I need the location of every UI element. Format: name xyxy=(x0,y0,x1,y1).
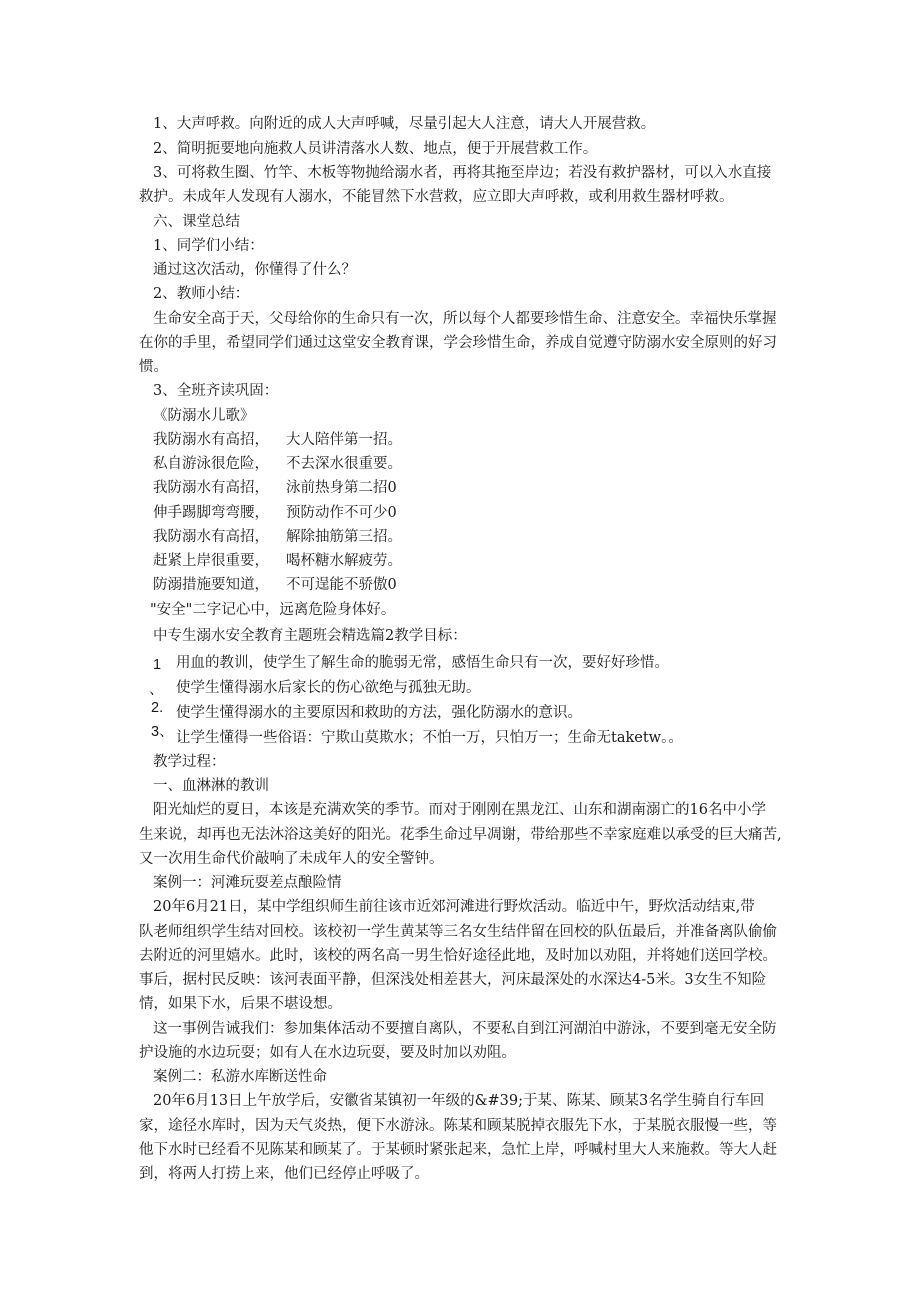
goal-marker: 1 xyxy=(153,657,162,673)
case1-text-3: 去附近的河里嬉水。此时，该校的两名高一男生恰好途径此地，及时加以劝阻，并将她们送回学校。 xyxy=(139,948,777,964)
summary-read-label: 3、全班齐读巩固： xyxy=(153,383,279,399)
poem-row-right: 解除抽筋第三招。 xyxy=(286,529,402,545)
summary-teacher-text-1: 生命安全高于天，父母给你的生命只有一次，所以每个人都要珍惜生命、注意安全。幸福快乐掌握 xyxy=(153,311,777,327)
summary-teacher-label: 2、教师小结： xyxy=(153,286,250,302)
poem-row-right: 喝杯糖水解疲劳。 xyxy=(286,553,402,569)
goal-marker: 2. xyxy=(151,700,164,716)
case2-text-2: 家，途径水库时，因为天气炎热，便下水游泳。陈某和顾某脱掉衣服先下水，于某脱衣服慢一些，等 xyxy=(139,1118,777,1134)
poem-closing: "安全"二字记心中，远离危险身体好。 xyxy=(150,602,396,618)
rescue-step-1: 1、大声呼救。向附近的成人大声呼喊，尽量引起大人注意，请大人开展营救。 xyxy=(153,116,656,132)
poem-row-left: 伸手踢脚弯弯腰， xyxy=(153,505,269,521)
poem-row-left: 我防溺水有高招， xyxy=(153,432,269,448)
rescue-step-3-cont: 救护。未成年人发现有人溺水，不能冒然下水营救，应立即大声呼救，或利用救生器材呼救。 xyxy=(139,189,734,205)
poem-row-left: 防溺措施要知道， xyxy=(153,577,269,593)
case2-text-4: 到，将两人打捞上来，他们已经停止呼吸了。 xyxy=(139,1166,429,1182)
goal-marker: 、 xyxy=(149,682,164,698)
intro-text-2: 生来说，却再也无法沐浴这美好的阳光。花季生命过早凋谢，带给那些不幸家庭难以承受的巨大痛苦, xyxy=(139,827,782,843)
lesson-text-1: 这一事例告诫我们：参加集体活动不要擅自离队，不要私自到江河湖泊中游泳，不要到毫无安全防 xyxy=(153,1021,777,1037)
case1-text-5: 情，如果下水，后果不堪设想。 xyxy=(139,996,342,1012)
case2-title: 案例二：私游水库断送性命 xyxy=(153,1069,327,1085)
summary-student-label: 1、同学们小结： xyxy=(153,238,264,254)
poem-row-right: 不去深水很重要。 xyxy=(286,456,402,472)
goal-1: 用血的教训，使学生了解生命的脆弱无常，感悟生命只有一次，要好好珍惜。 xyxy=(176,655,669,671)
teaching-process-heading: 教学过程： xyxy=(153,754,226,770)
summary-student-text: 通过这次活动，你懂得了什么？ xyxy=(153,262,356,278)
summary-teacher-text-2: 在你的手里，希望同学们通过这堂安全教育课，学会珍惜生命，养成自觉遵守防溺水安全原则的好习 xyxy=(139,335,777,351)
case1-title: 案例一：河滩玩耍差点酿险情 xyxy=(153,875,342,891)
intro-text-3: 又一次用生命代价敲响了未成年人的安全警钟。 xyxy=(139,851,444,867)
goal-marker: 3、 xyxy=(151,724,174,740)
goal-4: 让学生懂得一些俗语：宁欺山莫欺水；不怕一万，只怕万一；生命无taketw。。 xyxy=(176,730,683,746)
poem-row-right: 预防动作不可少0 xyxy=(286,505,397,521)
intro-text-1: 阳光灿烂的夏日，本该是充满欢笑的季节。而对于刚刚在黑龙江、山东和湖南溺亡的16名中小学 xyxy=(153,802,766,818)
poem-title: 《防溺水儿歌》 xyxy=(153,408,255,424)
goal-3: 使学生懂得溺水的主要原因和救助的方法，强化防溺水的意识。 xyxy=(176,705,582,721)
goal-2: 使学生懂得溺水后家长的伤心欲绝与孤独无助。 xyxy=(176,680,481,696)
poem-row-left: 私自游泳很危险， xyxy=(153,456,269,472)
case2-text-1: 20年6月13日上午放学后，安徽省某镇初一年级的&#39;于某、陈某、顾某3名学生骑自行车回 xyxy=(153,1093,765,1109)
article2-heading: 中专生溺水安全教育主题班会精选篇2教学目标： xyxy=(153,628,467,644)
poem-row-right: 泳前热身第二招0 xyxy=(286,480,397,496)
part1-heading: 一、血淋淋的教训 xyxy=(153,778,269,794)
summary-heading: 六、课堂总结 xyxy=(153,214,240,230)
rescue-step-3: 3、可将救生圈、竹竿、木板等物抛给溺水者，再将其拖至岸边；若没有救护器材，可以入水直接 xyxy=(153,165,772,181)
poem-row-left: 我防溺水有高招， xyxy=(153,480,269,496)
poem-row-left: 我防溺水有高招， xyxy=(153,529,269,545)
poem-row-left: 赶紧上岸很重要， xyxy=(153,553,269,569)
case1-text-4: 事后，据村民反映：该河表面平静，但深浅处相差甚大，河床最深处的水深达4-5米。3女生不知险 xyxy=(139,972,767,988)
poem-row-right: 大人陪伴第一招。 xyxy=(286,432,402,448)
rescue-step-2: 2、简明扼要地向施救人员讲清落水人数、地点，便于开展营救工作。 xyxy=(153,141,598,157)
summary-teacher-text-3: 惯。 xyxy=(139,359,168,375)
case2-text-3: 他下水时已经看不见陈某和顾某了。于某顿时紧张起来，急忙上岸，呼喊村里大人来施救。等大人赶 xyxy=(139,1142,777,1158)
case1-text-2: 队老师组织学生结对回校。该校初一学生黄某等三名女生结伴留在回校的队伍最后，并准备离队偷偷 xyxy=(139,924,777,940)
lesson-text-2: 护设施的水边玩耍；如有人在水边玩耍，要及时加以劝阻。 xyxy=(139,1045,516,1061)
case1-text-1: 20年6月21日，某中学组织师生前往该市近郊河滩进行野炊活动。临近中午，野炊活动结束,带 xyxy=(153,899,755,915)
poem-row-right: 不可逞能不骄傲0 xyxy=(286,577,397,593)
